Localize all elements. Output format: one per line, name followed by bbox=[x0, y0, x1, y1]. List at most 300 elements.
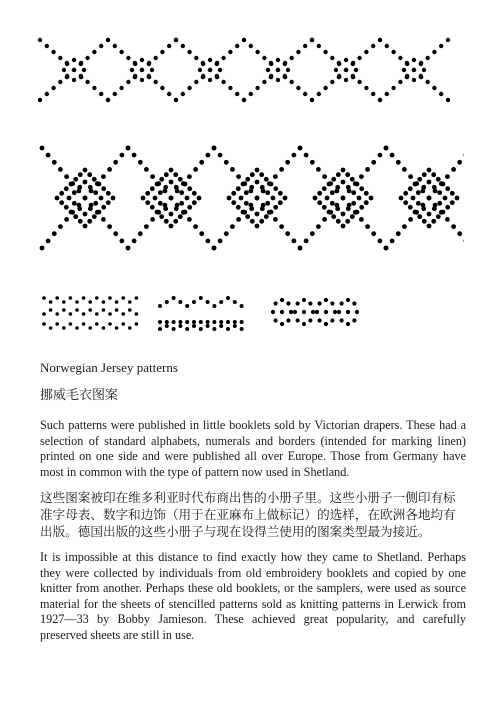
pattern-dot bbox=[371, 92, 375, 96]
pattern-dot bbox=[85, 56, 89, 60]
pattern-dot bbox=[88, 185, 93, 190]
pattern-dot bbox=[408, 205, 413, 210]
pattern-dot bbox=[181, 92, 185, 96]
pattern-dot bbox=[371, 160, 376, 165]
pattern-dot bbox=[65, 75, 69, 79]
pattern-dot bbox=[292, 239, 297, 244]
pattern-dot bbox=[101, 174, 106, 179]
pattern-dot bbox=[95, 322, 99, 326]
pattern-dot bbox=[45, 92, 49, 96]
pattern-dot bbox=[197, 196, 202, 201]
pattern-dot bbox=[187, 86, 191, 90]
pattern-dot bbox=[115, 308, 119, 312]
pattern-dot bbox=[83, 180, 88, 185]
pattern-dot bbox=[325, 196, 330, 201]
paragraph-english-2: It is impossible at this distance to find exactly how they came to Shetland. Perhaps they were collected by individuals from old embroidery booklets and copied by one knitter from another. Perhaps these old booklets, or the samplers, were used as source material for the sheets of stencilled patterns sold as knitting patterns in Lerwick from 1927—33 by Bobby Jamieson. These achieved great popularity, and carefully preserved sheets are still in use. bbox=[40, 550, 466, 642]
pattern-dot bbox=[292, 153, 297, 158]
pattern-dot bbox=[138, 160, 143, 165]
pattern-dot bbox=[276, 68, 280, 72]
pattern-dot bbox=[233, 320, 237, 324]
pattern-dot bbox=[355, 182, 360, 187]
pattern-dot bbox=[181, 44, 185, 48]
pattern-dot bbox=[403, 191, 408, 196]
pattern-dot bbox=[164, 219, 169, 224]
pattern-dot bbox=[322, 217, 327, 222]
pattern-dot bbox=[279, 167, 284, 172]
pattern-dot bbox=[115, 326, 119, 330]
pattern-dot bbox=[150, 217, 155, 222]
pattern-dot bbox=[269, 182, 274, 187]
pattern-dot bbox=[49, 308, 53, 312]
pattern-dot bbox=[69, 182, 74, 187]
pattern-dot bbox=[145, 200, 150, 205]
pattern-dot bbox=[327, 210, 332, 215]
pattern-dot bbox=[113, 160, 118, 165]
caption-chinese: 挪威毛衣图案 bbox=[40, 388, 119, 403]
pattern-dot bbox=[121, 296, 125, 300]
pattern-dot bbox=[436, 177, 441, 182]
pattern-dot bbox=[144, 167, 149, 172]
pattern-dot bbox=[431, 219, 436, 224]
pattern-dot bbox=[357, 196, 362, 201]
pattern-dot bbox=[215, 61, 219, 65]
pattern-dot bbox=[113, 92, 117, 96]
pattern-dot bbox=[351, 61, 355, 65]
pattern-dot bbox=[135, 296, 139, 300]
pattern-dot bbox=[224, 160, 229, 165]
pattern-dot bbox=[236, 205, 241, 210]
pattern-dot bbox=[408, 186, 413, 191]
pattern-dot bbox=[330, 201, 335, 206]
pattern-dot bbox=[249, 92, 253, 96]
pattern-dot bbox=[235, 44, 239, 48]
pattern-dot bbox=[88, 206, 93, 211]
pattern-dot bbox=[102, 326, 106, 330]
pattern-dot bbox=[293, 310, 297, 314]
pattern-dot bbox=[64, 205, 69, 210]
pattern-dot bbox=[58, 224, 63, 229]
pattern-dot bbox=[174, 206, 179, 211]
pattern-dot bbox=[64, 217, 69, 222]
pattern-dot bbox=[140, 58, 144, 62]
pattern-dot bbox=[235, 92, 239, 96]
pattern-dot bbox=[334, 68, 338, 72]
pattern-dot bbox=[322, 205, 327, 210]
pattern-dot bbox=[289, 56, 293, 60]
pattern-dot bbox=[344, 78, 348, 82]
pattern-dot bbox=[163, 185, 168, 190]
pattern-dot bbox=[355, 210, 360, 215]
pattern-dot bbox=[354, 68, 358, 72]
pattern-dot bbox=[174, 185, 179, 190]
pattern-dot bbox=[185, 304, 189, 308]
knitting-pattern-figure bbox=[34, 30, 464, 350]
pattern-dot bbox=[150, 186, 155, 191]
pattern-dot bbox=[130, 68, 134, 72]
pattern-dot bbox=[412, 58, 416, 62]
pattern-dot bbox=[228, 50, 232, 54]
pattern-dot bbox=[425, 80, 429, 84]
pattern-dot bbox=[198, 68, 202, 72]
pattern-dot bbox=[215, 75, 219, 79]
pattern-dot bbox=[244, 190, 249, 195]
pattern-dot bbox=[240, 320, 244, 324]
pattern-dot bbox=[106, 191, 111, 196]
pattern-dot bbox=[206, 300, 210, 304]
pattern-dot bbox=[201, 75, 205, 79]
pattern-dot bbox=[331, 177, 336, 182]
pattern-dot bbox=[183, 182, 188, 187]
pattern-dot bbox=[384, 246, 389, 251]
pattern-dot bbox=[298, 246, 303, 251]
pattern-dot bbox=[296, 301, 300, 305]
pattern-dot bbox=[419, 61, 423, 65]
pattern-dot bbox=[55, 296, 59, 300]
pattern-dot bbox=[199, 296, 203, 300]
pattern-dot bbox=[218, 68, 222, 72]
pattern-dot bbox=[212, 246, 217, 251]
pattern-dot bbox=[421, 185, 426, 190]
pattern-dot bbox=[359, 174, 364, 179]
pattern-dot bbox=[219, 324, 223, 328]
pattern-dot bbox=[330, 318, 334, 322]
pattern-dot bbox=[396, 231, 401, 236]
pattern-dot bbox=[357, 80, 361, 84]
pattern-dot bbox=[427, 224, 432, 229]
pattern-dot bbox=[402, 68, 406, 72]
pattern-dot bbox=[140, 78, 144, 82]
pattern-dot bbox=[183, 210, 188, 215]
pattern-dot bbox=[417, 214, 422, 219]
pattern-dot bbox=[457, 231, 462, 236]
pattern-dot bbox=[316, 224, 321, 229]
pattern-dot bbox=[138, 231, 143, 236]
pattern-dot bbox=[245, 214, 250, 219]
pattern-dot bbox=[52, 231, 57, 236]
pattern-dot bbox=[108, 312, 112, 316]
pattern-dot bbox=[55, 322, 59, 326]
pattern-dot bbox=[165, 324, 169, 328]
pattern-dot bbox=[172, 296, 176, 300]
pattern-dot bbox=[390, 153, 395, 158]
pattern-dot bbox=[239, 196, 244, 201]
pattern-dot bbox=[73, 214, 78, 219]
pattern-dot bbox=[402, 167, 407, 172]
pattern-dot bbox=[269, 75, 273, 79]
pattern-dot bbox=[345, 219, 350, 224]
pattern-dot bbox=[121, 312, 125, 316]
pattern-dot bbox=[335, 206, 340, 211]
pattern-dot bbox=[208, 58, 212, 62]
pattern-dot bbox=[273, 217, 278, 222]
pattern-dot bbox=[221, 56, 225, 60]
pattern-dot bbox=[437, 201, 442, 206]
pattern-dot bbox=[322, 174, 327, 179]
pattern-dot bbox=[128, 300, 132, 304]
pattern-dot bbox=[283, 61, 287, 65]
pattern-dot bbox=[346, 185, 351, 190]
pattern-dot bbox=[276, 78, 280, 82]
pattern-dot bbox=[226, 327, 230, 331]
pattern-dot bbox=[384, 146, 389, 151]
pattern-dot bbox=[212, 146, 217, 151]
pattern-dot bbox=[302, 298, 306, 302]
pattern-dot bbox=[411, 196, 416, 201]
pattern-dot bbox=[317, 200, 322, 205]
pattern-dot bbox=[199, 320, 203, 324]
pattern-dot bbox=[351, 190, 356, 195]
pattern-dot bbox=[92, 50, 96, 54]
pattern-dot bbox=[298, 146, 303, 151]
pattern-dot bbox=[82, 312, 86, 316]
pattern-dot bbox=[413, 210, 418, 215]
pattern-dot bbox=[102, 308, 106, 312]
pattern-dot bbox=[310, 38, 314, 42]
paragraph-chinese: 这些图案被印在维多利亚时代布商出售的小册子里。这些小册子一侧印有标准字母表、数字和边饰（用于在亚麻布上做标记）的选样，在欧洲各地均有出版。德国出版的这些小册子与现在设得兰使用的图案类型最为接近。 bbox=[40, 490, 456, 539]
pattern-dot bbox=[323, 86, 327, 90]
pattern-dot bbox=[58, 56, 62, 60]
pattern-dot bbox=[402, 224, 407, 229]
pattern-dot bbox=[82, 322, 86, 326]
pattern-dot bbox=[350, 177, 355, 182]
pattern-dot bbox=[245, 177, 250, 182]
pattern-dot bbox=[42, 322, 46, 326]
pattern-dot bbox=[240, 304, 244, 308]
pattern-dot bbox=[310, 231, 315, 236]
pattern-dot bbox=[163, 206, 168, 211]
dot-pattern-illustration bbox=[34, 30, 464, 350]
pattern-dot bbox=[167, 92, 171, 96]
pattern-dot bbox=[115, 300, 119, 304]
pattern-dot bbox=[231, 200, 236, 205]
pattern-dot bbox=[324, 322, 328, 326]
pattern-dot bbox=[255, 196, 260, 201]
pattern-dot bbox=[315, 310, 319, 314]
pattern-dot bbox=[352, 318, 356, 322]
pattern-dot bbox=[337, 310, 341, 314]
pattern-dot bbox=[95, 312, 99, 316]
pattern-dot bbox=[264, 177, 269, 182]
pattern-dot bbox=[101, 217, 106, 222]
pattern-dot bbox=[250, 219, 255, 224]
pattern-dot bbox=[266, 68, 270, 72]
pattern-dot bbox=[141, 196, 146, 201]
pattern-dot bbox=[317, 191, 322, 196]
pattern-dot bbox=[88, 308, 92, 312]
pattern-dot bbox=[260, 185, 265, 190]
pattern-dot bbox=[97, 182, 102, 187]
pattern-dot bbox=[359, 186, 364, 191]
pattern-dot bbox=[304, 153, 309, 158]
pattern-dot bbox=[432, 185, 437, 190]
pattern-dot bbox=[126, 146, 131, 151]
pattern-dot bbox=[304, 239, 309, 244]
pattern-dot bbox=[160, 50, 164, 54]
pattern-dot bbox=[296, 86, 300, 90]
pattern-dot bbox=[364, 50, 368, 54]
pattern-dot bbox=[106, 38, 110, 42]
pattern-dot bbox=[416, 201, 421, 206]
pattern-dot bbox=[155, 210, 160, 215]
pattern-dot bbox=[336, 219, 341, 224]
pattern-dot bbox=[274, 318, 278, 322]
pattern-dot bbox=[87, 172, 92, 177]
pattern-dot bbox=[316, 167, 321, 172]
pattern-dot bbox=[120, 239, 125, 244]
pattern-dot bbox=[135, 312, 139, 316]
pattern-dot bbox=[82, 68, 86, 72]
pattern-dot bbox=[169, 180, 174, 185]
pattern-dot bbox=[439, 92, 443, 96]
pattern-dot bbox=[173, 219, 178, 224]
pattern-dot bbox=[77, 185, 82, 190]
pattern-dot bbox=[427, 212, 432, 217]
pattern-dot bbox=[132, 153, 137, 158]
pattern-dot bbox=[79, 61, 83, 65]
pattern-dot bbox=[193, 224, 198, 229]
pattern-dot bbox=[160, 86, 164, 90]
pattern-dot bbox=[187, 205, 192, 210]
pattern-dot bbox=[218, 153, 223, 158]
pattern-dot bbox=[178, 214, 183, 219]
pattern-dot bbox=[92, 214, 97, 219]
pattern-dot bbox=[346, 298, 350, 302]
pattern-dot bbox=[279, 224, 284, 229]
pattern-dot bbox=[83, 196, 88, 201]
pattern-dot bbox=[352, 301, 356, 305]
pattern-dot bbox=[327, 182, 332, 187]
pattern-dot bbox=[378, 239, 383, 244]
pattern-dot bbox=[55, 196, 60, 201]
pattern-dot bbox=[144, 224, 149, 229]
pattern-dot bbox=[95, 296, 99, 300]
pattern-dot bbox=[378, 38, 382, 42]
pattern-dot bbox=[265, 201, 270, 206]
pattern-dot bbox=[99, 196, 104, 201]
pattern-dot bbox=[72, 78, 76, 82]
pattern-dot bbox=[150, 174, 155, 179]
pattern-dot bbox=[101, 186, 106, 191]
pattern-dot bbox=[359, 217, 364, 222]
pattern-dot bbox=[324, 298, 328, 302]
pattern-dot bbox=[187, 50, 191, 54]
pattern-dot bbox=[221, 80, 225, 84]
pattern-dot bbox=[236, 217, 241, 222]
pattern-dot bbox=[150, 68, 154, 72]
pattern-dot bbox=[445, 205, 450, 210]
pattern-dot bbox=[398, 80, 402, 84]
pattern-dot bbox=[119, 50, 123, 54]
pattern-dot bbox=[185, 320, 189, 324]
pattern-dot bbox=[450, 191, 455, 196]
pattern-dot bbox=[259, 172, 264, 177]
pattern-dot bbox=[345, 172, 350, 177]
pattern-dot bbox=[55, 312, 59, 316]
caption-english: Norwegian Jersey patterns bbox=[40, 360, 178, 375]
pattern-dot bbox=[227, 196, 232, 201]
pattern-dot bbox=[194, 80, 198, 84]
pattern-dot bbox=[255, 224, 260, 229]
pattern-dot bbox=[192, 200, 197, 205]
pattern-dot bbox=[208, 78, 212, 82]
pattern-dot bbox=[421, 206, 426, 211]
pattern-dot bbox=[241, 210, 246, 215]
pattern-dot bbox=[153, 56, 157, 60]
paragraph-english-1: Such patterns were published in little booklets sold by Victorian drapers. These had a selection of standard alphabets, numerals and borders (intended for marking linen) printed on one side and were published all over Europe. Those from Germany have most in common with the type of pattern now used in Shetland. bbox=[40, 418, 466, 479]
pattern-dot bbox=[65, 61, 69, 65]
pattern-dot bbox=[226, 296, 230, 300]
pattern-dot bbox=[236, 174, 241, 179]
pattern-dot bbox=[73, 177, 78, 182]
pattern-dot bbox=[264, 214, 269, 219]
pattern-dot bbox=[255, 50, 259, 54]
pattern-dot bbox=[446, 98, 450, 102]
pattern-dot bbox=[399, 196, 404, 201]
pattern-dot bbox=[323, 50, 327, 54]
pattern-dot bbox=[233, 300, 237, 304]
pattern-dot bbox=[341, 212, 346, 217]
pattern-dot bbox=[167, 44, 171, 48]
pattern-dot bbox=[311, 310, 315, 314]
pattern-dot bbox=[396, 160, 401, 165]
pattern-dot bbox=[441, 182, 446, 187]
pattern-dot bbox=[174, 98, 178, 102]
pattern-dot bbox=[92, 177, 97, 182]
pattern-dot bbox=[271, 196, 276, 201]
pattern-dot bbox=[455, 196, 460, 201]
pattern-dot bbox=[412, 78, 416, 82]
pattern-dot bbox=[445, 174, 450, 179]
pattern-dot bbox=[72, 58, 76, 62]
pattern-dot bbox=[262, 80, 266, 84]
pattern-dot bbox=[107, 224, 112, 229]
pattern-dot bbox=[417, 177, 422, 182]
pattern-dot bbox=[169, 212, 174, 217]
pattern-dot bbox=[359, 205, 364, 210]
pattern-dot bbox=[212, 304, 216, 308]
pattern-dot bbox=[427, 168, 432, 173]
pattern-dot bbox=[201, 61, 205, 65]
pattern-dot bbox=[333, 310, 337, 314]
pattern-dot bbox=[150, 205, 155, 210]
pattern-dot bbox=[286, 301, 290, 305]
pattern-dot bbox=[412, 68, 416, 72]
pattern-dot bbox=[106, 200, 111, 205]
pattern-dot bbox=[158, 327, 162, 331]
pattern-dot bbox=[212, 327, 216, 331]
pattern-dot bbox=[436, 214, 441, 219]
pattern-dot bbox=[432, 206, 437, 211]
pattern-dot bbox=[346, 322, 350, 326]
pattern-dot bbox=[88, 326, 92, 330]
pattern-dot bbox=[185, 327, 189, 331]
pattern-dot bbox=[126, 246, 131, 251]
pattern-dot bbox=[38, 98, 42, 102]
pattern-dot bbox=[313, 196, 318, 201]
pattern-dot bbox=[336, 172, 341, 177]
pattern-dot bbox=[178, 300, 182, 304]
pattern-dot bbox=[64, 186, 69, 191]
pattern-dot bbox=[269, 210, 274, 215]
pattern-dot bbox=[79, 75, 83, 79]
pattern-dot bbox=[88, 300, 92, 304]
pattern-dot bbox=[242, 38, 246, 42]
pattern-dot bbox=[317, 44, 321, 48]
pattern-dot bbox=[75, 308, 79, 312]
pattern-dot bbox=[446, 38, 450, 42]
pattern-dot bbox=[390, 239, 395, 244]
pattern-dot bbox=[283, 75, 287, 79]
